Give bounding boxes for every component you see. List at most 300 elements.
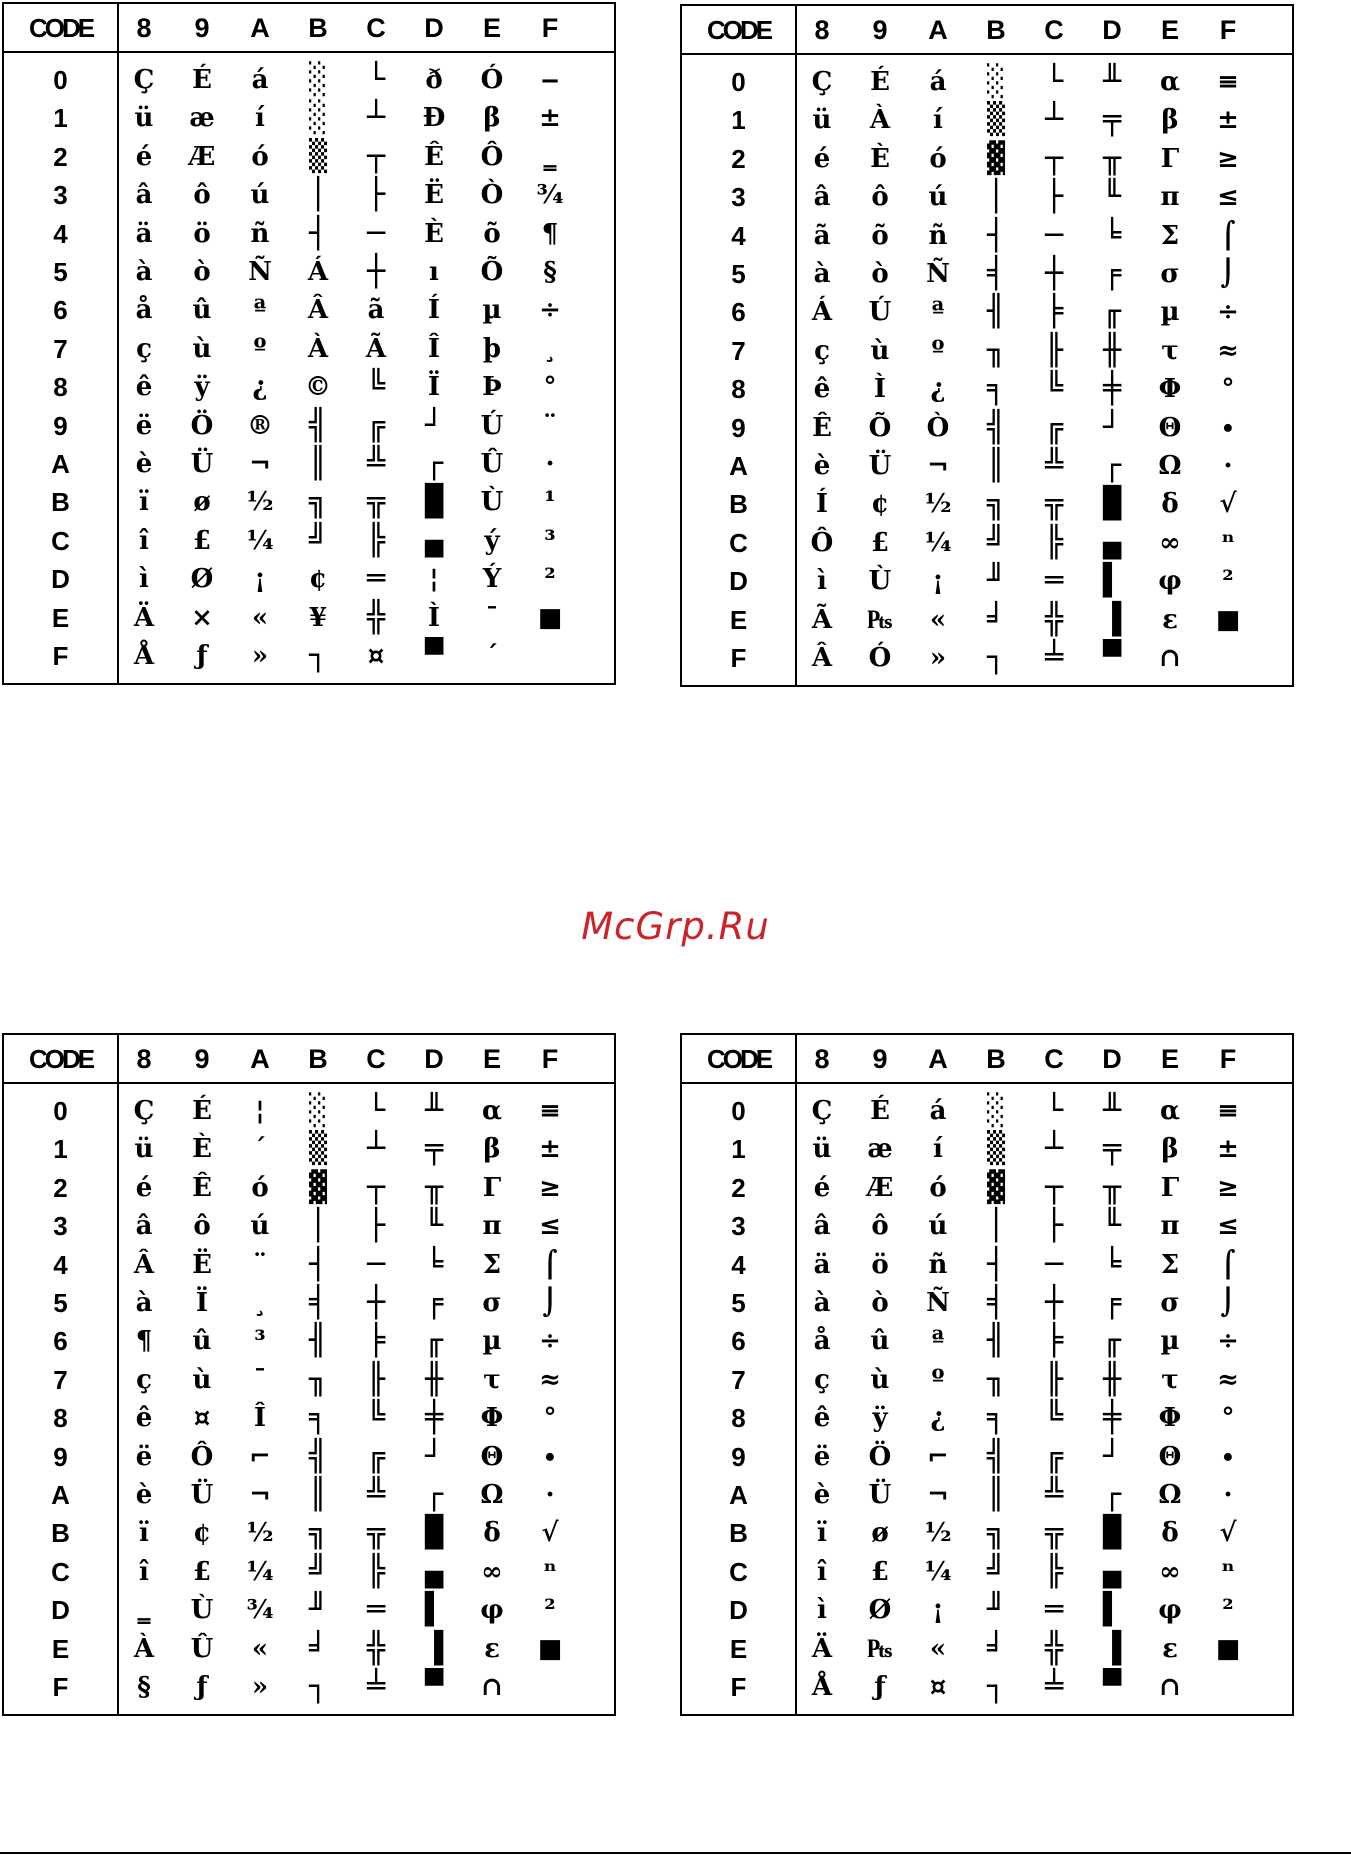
row-label: 5	[731, 259, 746, 289]
char-cell: ╥	[1102, 1169, 1122, 1205]
char-cell: ░	[986, 64, 1006, 99]
char-cell: ¹	[544, 487, 556, 518]
char-cell: ╬	[1044, 601, 1064, 637]
char-cell: ╨	[424, 1093, 444, 1128]
char-cell: ù	[192, 333, 212, 364]
char-cell: ¿	[930, 374, 946, 405]
char-cell: ¤	[367, 641, 385, 671]
char-cell: ├	[366, 1208, 386, 1244]
char-cell: δ	[1161, 1518, 1179, 1549]
char-cell: │	[308, 1208, 328, 1244]
row-label: 6	[731, 297, 746, 328]
table-row	[682, 562, 1292, 600]
char-cell: û	[870, 1326, 890, 1357]
char-cell: ƒ	[196, 641, 208, 671]
char-cell: û	[192, 295, 212, 326]
char-cell: ¾	[536, 180, 564, 211]
char-cell: Þ	[482, 372, 502, 403]
char-cell: ²	[1222, 1595, 1234, 1626]
char-cell: É	[870, 67, 890, 97]
char-cell: ╧	[1044, 1669, 1064, 1704]
char-cell: ≈	[1217, 335, 1239, 366]
char-cell: ╠	[1044, 1553, 1064, 1589]
char-cell: À	[307, 333, 329, 364]
char-cell: ─	[1044, 1246, 1064, 1282]
table-row	[4, 407, 614, 445]
char-cell: é	[135, 1172, 153, 1203]
char-cell: ╩	[366, 1477, 386, 1512]
char-cell: º	[253, 333, 267, 364]
row-label: 5	[53, 257, 68, 287]
char-cell: ┤	[986, 1246, 1006, 1282]
char-cell: ∩	[1159, 1672, 1181, 1702]
char-cell: ¡	[932, 1595, 944, 1626]
char-cell: ┼	[1044, 1285, 1064, 1320]
table-row	[4, 176, 614, 214]
row-label: B	[51, 1518, 70, 1549]
char-cell: ó	[251, 141, 269, 172]
char-cell: ╪	[1102, 1400, 1122, 1436]
codepage-table-3	[2, 1033, 616, 1716]
char-cell: Γ	[1160, 143, 1180, 174]
char-cell: ø	[871, 1518, 889, 1549]
table-row	[682, 1169, 1292, 1207]
char-cell: ╛	[308, 1630, 328, 1666]
char-cell: ┴	[1044, 102, 1064, 138]
table-row	[682, 332, 1292, 370]
char-cell: ¬	[249, 449, 271, 479]
char-cell: ╕	[308, 1400, 328, 1436]
char-cell: ¡	[932, 566, 944, 597]
table-row	[682, 1553, 1292, 1591]
row-label: 8	[53, 1403, 68, 1434]
table-row	[682, 1322, 1292, 1360]
char-cell: ┐	[986, 640, 1006, 675]
char-cell: ´	[253, 1134, 267, 1165]
char-cell: ▄	[424, 522, 444, 558]
char-cell: ≤	[539, 1211, 561, 1242]
char-cell: ╟	[1044, 332, 1064, 368]
char-cell: ÷	[539, 1326, 561, 1357]
char-cell: ╣	[986, 1438, 1006, 1474]
char-cell: ╙	[1102, 1208, 1122, 1244]
char-cell: ┐	[986, 1669, 1006, 1704]
char-cell: ù	[192, 1364, 212, 1395]
char-cell: ‗	[137, 1595, 151, 1626]
char-cell: Ç	[133, 65, 155, 95]
char-cell: ₧	[867, 604, 893, 635]
row-label: 7	[731, 1364, 746, 1395]
char-cell: °	[543, 1403, 557, 1434]
char-cell: ∙	[1221, 1441, 1235, 1472]
char-cell: ╒	[1102, 1285, 1122, 1320]
char-cell: ╫	[424, 1361, 444, 1397]
char-cell: ¬	[927, 451, 949, 481]
char-cell: ╢	[308, 1323, 328, 1359]
char-cell: ª	[931, 297, 945, 328]
char-cell: ¯	[253, 1364, 267, 1395]
char-cell: ⌐	[249, 1441, 271, 1472]
char-cell: ▄	[424, 1553, 444, 1589]
char-cell: ╝	[308, 522, 328, 558]
char-cell: ¤	[929, 1672, 947, 1702]
char-cell: ê	[813, 374, 831, 405]
char-cell: ╧	[1044, 640, 1064, 675]
table-row	[4, 445, 614, 483]
table-row	[682, 1591, 1292, 1629]
table-row	[682, 1207, 1292, 1245]
table-row	[682, 217, 1292, 255]
row-label: 1	[731, 105, 746, 136]
char-cell: ╓	[424, 1323, 444, 1359]
char-cell: ╣	[308, 1438, 328, 1474]
char-cell: Ω	[1158, 1480, 1182, 1510]
column-header: 9	[194, 1044, 210, 1074]
char-cell: ▐	[1102, 601, 1122, 637]
char-cell: ¢	[870, 489, 890, 520]
char-cell: ê	[813, 1403, 831, 1434]
char-cell: ╔	[1044, 409, 1064, 445]
char-cell: Ñ	[926, 259, 950, 289]
char-cell: ■	[537, 1633, 563, 1664]
char-cell: £	[870, 1556, 890, 1587]
char-cell: ¥	[308, 602, 328, 633]
char-cell: ½	[246, 487, 274, 518]
char-cell: ┌	[1102, 1477, 1122, 1512]
char-cell: ╞	[366, 1323, 386, 1359]
char-cell: ▀	[424, 638, 444, 673]
char-cell: ║	[986, 1477, 1006, 1512]
char-cell: £	[192, 1556, 212, 1587]
char-cell: Æ	[188, 141, 216, 172]
char-cell: Å	[811, 1672, 833, 1702]
char-cell: Ω	[480, 1480, 504, 1510]
row-label: 0	[53, 65, 68, 95]
column-header: C	[1044, 15, 1064, 45]
watermark-text: McGrp.Ru	[581, 905, 770, 948]
char-cell: ╓	[1102, 1323, 1122, 1359]
table-row	[4, 99, 614, 137]
char-cell: ╦	[1044, 1515, 1064, 1551]
char-cell: ¶	[135, 1326, 153, 1357]
char-cell: ┐	[308, 1669, 328, 1704]
char-cell: ñ	[928, 1249, 948, 1280]
char-cell: Â	[307, 295, 329, 326]
table-row	[4, 1514, 614, 1552]
char-cell: ü	[812, 1134, 832, 1165]
char-cell: å	[813, 1326, 831, 1357]
table-row	[4, 1361, 614, 1399]
char-cell: ┌	[424, 1477, 444, 1512]
char-cell: ▐	[1102, 1630, 1122, 1666]
char-cell: ╚	[366, 369, 386, 405]
char-cell: Ü	[190, 1480, 214, 1510]
char-cell: │	[308, 177, 328, 213]
char-cell: Ã	[365, 333, 387, 364]
column-header: F	[1219, 1044, 1237, 1074]
char-cell: σ	[1160, 1288, 1180, 1318]
char-cell: ▒	[308, 138, 328, 174]
char-cell: ┌	[1102, 448, 1122, 483]
char-cell: Ω	[1158, 451, 1182, 481]
table-row	[4, 1169, 614, 1207]
char-cell: É	[192, 1096, 212, 1126]
row-label: 2	[53, 141, 68, 172]
char-cell: ô	[871, 182, 889, 213]
char-cell: ═	[366, 1592, 386, 1628]
char-cell: «	[251, 602, 269, 633]
row-label: 2	[731, 1172, 746, 1203]
char-cell: Â	[811, 643, 833, 673]
char-cell: ⌡	[542, 1288, 558, 1318]
char-cell: ╝	[986, 1553, 1006, 1589]
char-cell: ×	[191, 602, 213, 633]
row-label: 6	[731, 1326, 746, 1357]
char-cell: û	[192, 1326, 212, 1357]
char-cell: ┘	[1102, 409, 1122, 445]
char-cell: ┘	[1102, 1438, 1122, 1474]
char-cell: ■	[1215, 604, 1241, 635]
char-cell: á	[251, 65, 269, 95]
char-cell: ┘	[424, 407, 444, 443]
char-cell: ░	[986, 1093, 1006, 1128]
char-cell: │	[986, 1208, 1006, 1244]
char-cell: ─	[366, 215, 386, 251]
char-cell: Ü	[868, 451, 892, 481]
char-cell: β	[1161, 105, 1179, 136]
char-cell: ╗	[308, 1515, 328, 1551]
table-row	[4, 1246, 614, 1284]
char-cell: §	[543, 257, 557, 287]
char-cell: è	[813, 451, 831, 481]
char-cell: å	[135, 295, 153, 326]
char-cell: ■	[537, 602, 563, 633]
char-cell: ═	[366, 561, 386, 597]
table-row	[4, 253, 614, 291]
char-cell: ╠	[366, 522, 386, 558]
char-cell: Ø	[190, 564, 214, 595]
char-cell: ╨	[1102, 1093, 1122, 1128]
char-cell: ¶	[541, 218, 559, 249]
char-cell: ─	[1044, 217, 1064, 253]
char-cell: ü	[812, 105, 832, 136]
table-row	[4, 1322, 614, 1360]
char-cell: Õ	[868, 412, 892, 443]
char-cell: ╡	[986, 256, 1006, 291]
row-label: C	[51, 525, 70, 556]
char-cell: ü	[134, 103, 154, 134]
char-cell: ε	[1162, 604, 1178, 635]
char-cell: Á	[811, 297, 833, 328]
table-row	[682, 140, 1292, 178]
char-cell: â	[813, 182, 831, 213]
char-cell: ³	[544, 525, 556, 556]
table-row	[4, 599, 614, 637]
row-label: 9	[731, 412, 746, 443]
char-cell: ┘	[424, 1438, 444, 1474]
char-cell: ▄	[1102, 524, 1122, 560]
table-row	[4, 1284, 614, 1322]
char-cell: Ü	[190, 449, 214, 479]
row-label: B	[51, 487, 70, 518]
char-cell: ©	[305, 372, 331, 403]
char-cell: ¼	[924, 527, 952, 558]
char-cell: █	[1102, 486, 1122, 522]
row-label: 5	[53, 1288, 68, 1318]
table-row	[682, 1630, 1292, 1668]
char-cell: ⌐	[927, 1441, 949, 1472]
char-cell: Ä	[133, 602, 155, 633]
char-cell: ║	[308, 1477, 328, 1512]
column-header: B	[986, 1044, 1006, 1074]
char-cell: └	[1044, 1093, 1064, 1128]
column-header: D	[424, 1044, 444, 1074]
char-cell: ╝	[308, 1553, 328, 1589]
char-cell: ·	[1223, 1480, 1233, 1510]
char-cell: √	[541, 1518, 559, 1549]
codepage-table-2	[680, 4, 1294, 687]
row-label: A	[729, 1480, 748, 1510]
char-cell: ±	[539, 103, 561, 134]
table-row	[4, 1553, 614, 1591]
char-cell: ▐	[424, 1630, 444, 1666]
column-header: A	[928, 15, 948, 45]
char-cell: ¸	[253, 1288, 267, 1318]
char-cell: √	[1219, 489, 1237, 520]
row-label: 7	[53, 333, 68, 364]
char-cell: ╚	[1044, 371, 1064, 407]
char-cell: ø	[193, 487, 211, 518]
row-label: E	[51, 602, 70, 633]
char-cell: ░	[308, 100, 328, 136]
table-row	[682, 1668, 1292, 1706]
char-cell: Ô	[480, 141, 504, 172]
char-cell: ╝	[986, 524, 1006, 560]
char-cell: ¿	[252, 372, 268, 403]
char-cell: ≥	[1217, 143, 1239, 174]
column-header: D	[1102, 1044, 1122, 1074]
table-row	[4, 61, 614, 99]
row-label: 7	[53, 1364, 68, 1395]
char-cell: ╢	[986, 1323, 1006, 1359]
char-cell: ╒	[424, 1285, 444, 1320]
char-cell: ‒	[540, 65, 560, 95]
char-cell: ╡	[986, 1285, 1006, 1320]
char-cell: þ	[482, 333, 502, 364]
char-cell: π	[482, 1211, 502, 1242]
char-cell: √	[1219, 1518, 1237, 1549]
char-cell: └	[366, 62, 386, 97]
row-label: 2	[53, 1172, 68, 1203]
char-cell: ¯	[485, 602, 499, 633]
char-cell: è	[135, 1480, 153, 1510]
char-cell: ó	[929, 143, 947, 174]
char-cell: ├	[366, 177, 386, 213]
char-cell: ╒	[1102, 256, 1122, 291]
column-header: E	[1160, 15, 1179, 45]
char-cell: Â	[133, 1249, 155, 1280]
char-cell: í	[255, 103, 265, 134]
row-label: F	[730, 1672, 747, 1702]
char-cell: ╘	[424, 1246, 444, 1282]
char-cell: Ú	[480, 410, 504, 441]
char-cell: ´	[485, 641, 499, 671]
char-cell: ₧	[867, 1633, 893, 1664]
table-row	[682, 601, 1292, 639]
char-cell: ├	[1044, 179, 1064, 215]
column-header: E	[1160, 1044, 1179, 1074]
row-label: A	[51, 1480, 70, 1510]
char-cell: ╪	[424, 1400, 444, 1436]
char-cell: µ	[1160, 1326, 1180, 1357]
char-cell: ┼	[1044, 256, 1064, 291]
char-cell: Å	[133, 641, 155, 671]
char-cell: ╥	[1102, 140, 1122, 176]
char-cell: ó	[929, 1172, 947, 1203]
char-cell: ╕	[986, 1400, 1006, 1436]
char-cell: Ê	[192, 1172, 212, 1203]
char-cell: ╦	[366, 484, 386, 520]
char-cell: ╣	[986, 409, 1006, 445]
char-cell: Î	[427, 333, 441, 364]
row-label: E	[51, 1633, 70, 1664]
char-cell: £	[870, 527, 890, 558]
char-cell: Θ	[1158, 412, 1182, 443]
char-cell: ·	[1223, 451, 1233, 481]
table-row	[682, 178, 1292, 216]
char-cell: Ç	[811, 1096, 833, 1126]
row-label: 9	[53, 410, 68, 441]
char-cell: ª	[931, 1326, 945, 1357]
char-cell: ±	[1217, 1134, 1239, 1165]
char-cell: ƒ	[196, 1672, 208, 1702]
char-cell: ■	[1215, 1633, 1241, 1664]
table-row	[4, 522, 614, 560]
char-cell: ¢	[308, 564, 328, 595]
char-cell: º	[931, 335, 945, 366]
char-cell: ⌠	[1220, 220, 1236, 251]
row-label: 4	[731, 1249, 746, 1280]
row-label: A	[51, 449, 70, 479]
column-header: E	[482, 1044, 501, 1074]
char-cell: ╧	[366, 1669, 386, 1704]
table-row	[682, 524, 1292, 562]
char-cell: ▀	[1102, 640, 1122, 675]
char-cell: ÷	[1217, 297, 1239, 328]
row-label: F	[52, 641, 69, 671]
char-cell: ▒	[308, 1131, 328, 1167]
char-cell: ì	[139, 564, 149, 595]
column-header: D	[1102, 15, 1122, 45]
char-cell: ò	[871, 259, 889, 289]
row-label: E	[729, 1633, 748, 1664]
char-cell: ä	[135, 218, 153, 249]
char-cell: °	[1221, 1403, 1235, 1434]
char-cell: ñ	[250, 218, 270, 249]
char-cell: ²	[544, 564, 556, 595]
char-cell: ô	[193, 1211, 211, 1242]
column-header: B	[986, 15, 1006, 45]
char-cell: ┬	[1044, 1169, 1064, 1205]
row-label: 1	[731, 1134, 746, 1165]
char-cell: σ	[482, 1288, 502, 1318]
char-cell: É	[870, 1096, 890, 1126]
char-cell: Ñ	[926, 1288, 950, 1318]
char-cell: Φ	[480, 1403, 504, 1434]
table-row	[4, 1207, 614, 1245]
char-cell: ╙	[424, 1208, 444, 1244]
char-cell: È	[424, 218, 444, 249]
